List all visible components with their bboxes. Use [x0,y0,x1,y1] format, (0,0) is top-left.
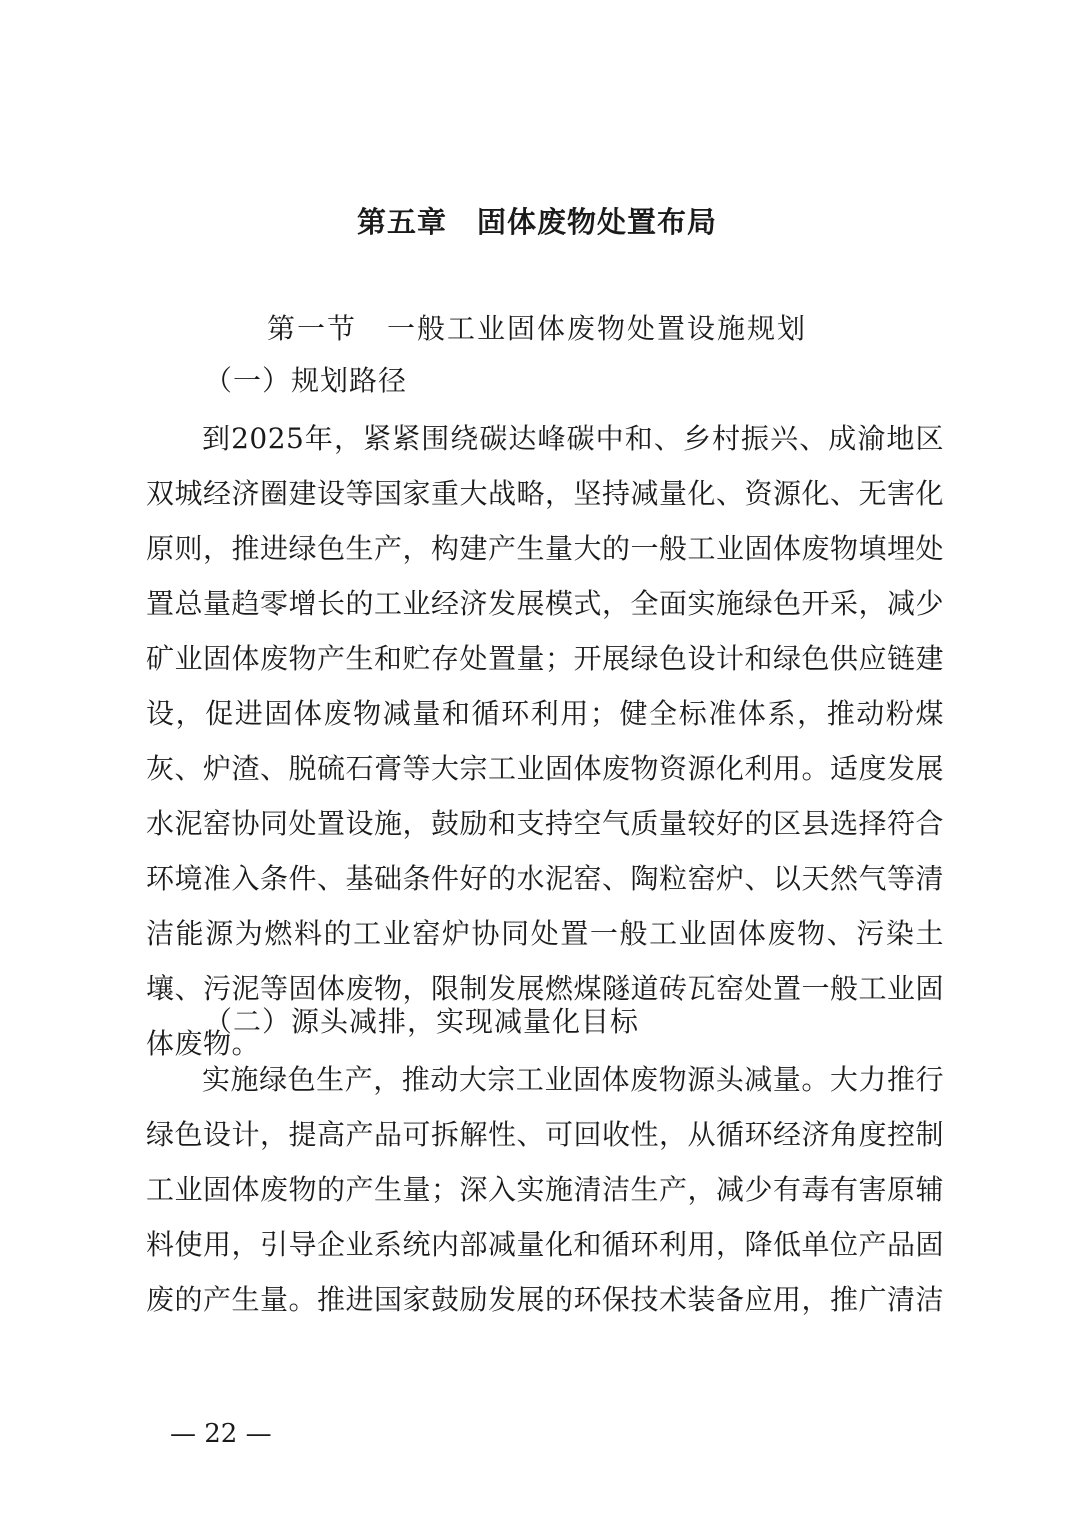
section-title: 第一节 一般工业固体废物处置设施规划 [266,312,807,345]
subsection-heading-2: （二）源头减排，实现减量化目标 [204,1005,640,1038]
chapter-title: 第五章 固体废物处置布局 [356,205,717,239]
subsection-heading-1: （一）规划路径 [204,364,408,397]
subsection-body-1: 到2025年，紧紧围绕碳达峰碳中和、乡村振兴、成渝地区双城经济圈建设等国家重大战略，坚持减量化、资源化、无害化原则，推进绿色生产，构建产生量大的一般工业固体废物填埋处置总量趋零增长的工业经济发展模式，全面实施绿色开采，减少矿业固体废物产生和贮存处置量；开展绿色设计和绿色供应链建设，促进固体废物减量和循环利用；健全标准体系，推动粉煤灰、炉渣、脱硫石膏等大宗工业固体废物资源化利用。适度发展水泥窑协同处置设施，鼓励和支持空气质量较好的区县选择符合环境准入条件、基础条件好的水泥窑、陶粒窑炉、以天然气等清洁能源为燃料的工业窑炉协同处置一般工业固体废物、污染土壤、污泥等固体废物，限制发展燃煤隧道砖瓦窑处置一般工业固体废物。 [146,422,945,1060]
page-number: — 22 — [170,1419,272,1449]
subsection-body-2: 实施绿色生产，推动大宗工业固体废物源头减量。大力推行绿色设计，提高产品可拆解性、可回收性，从循环经济角度控制工业固体废物的产生量；深入实施清洁生产，减少有毒有害原辅料使用，引导企业系统内部减量化和循环利用，降低单位产品固废的产生量。推进国家鼓励发展的环保技术装备应用，推广清洁 [146,1063,945,1316]
